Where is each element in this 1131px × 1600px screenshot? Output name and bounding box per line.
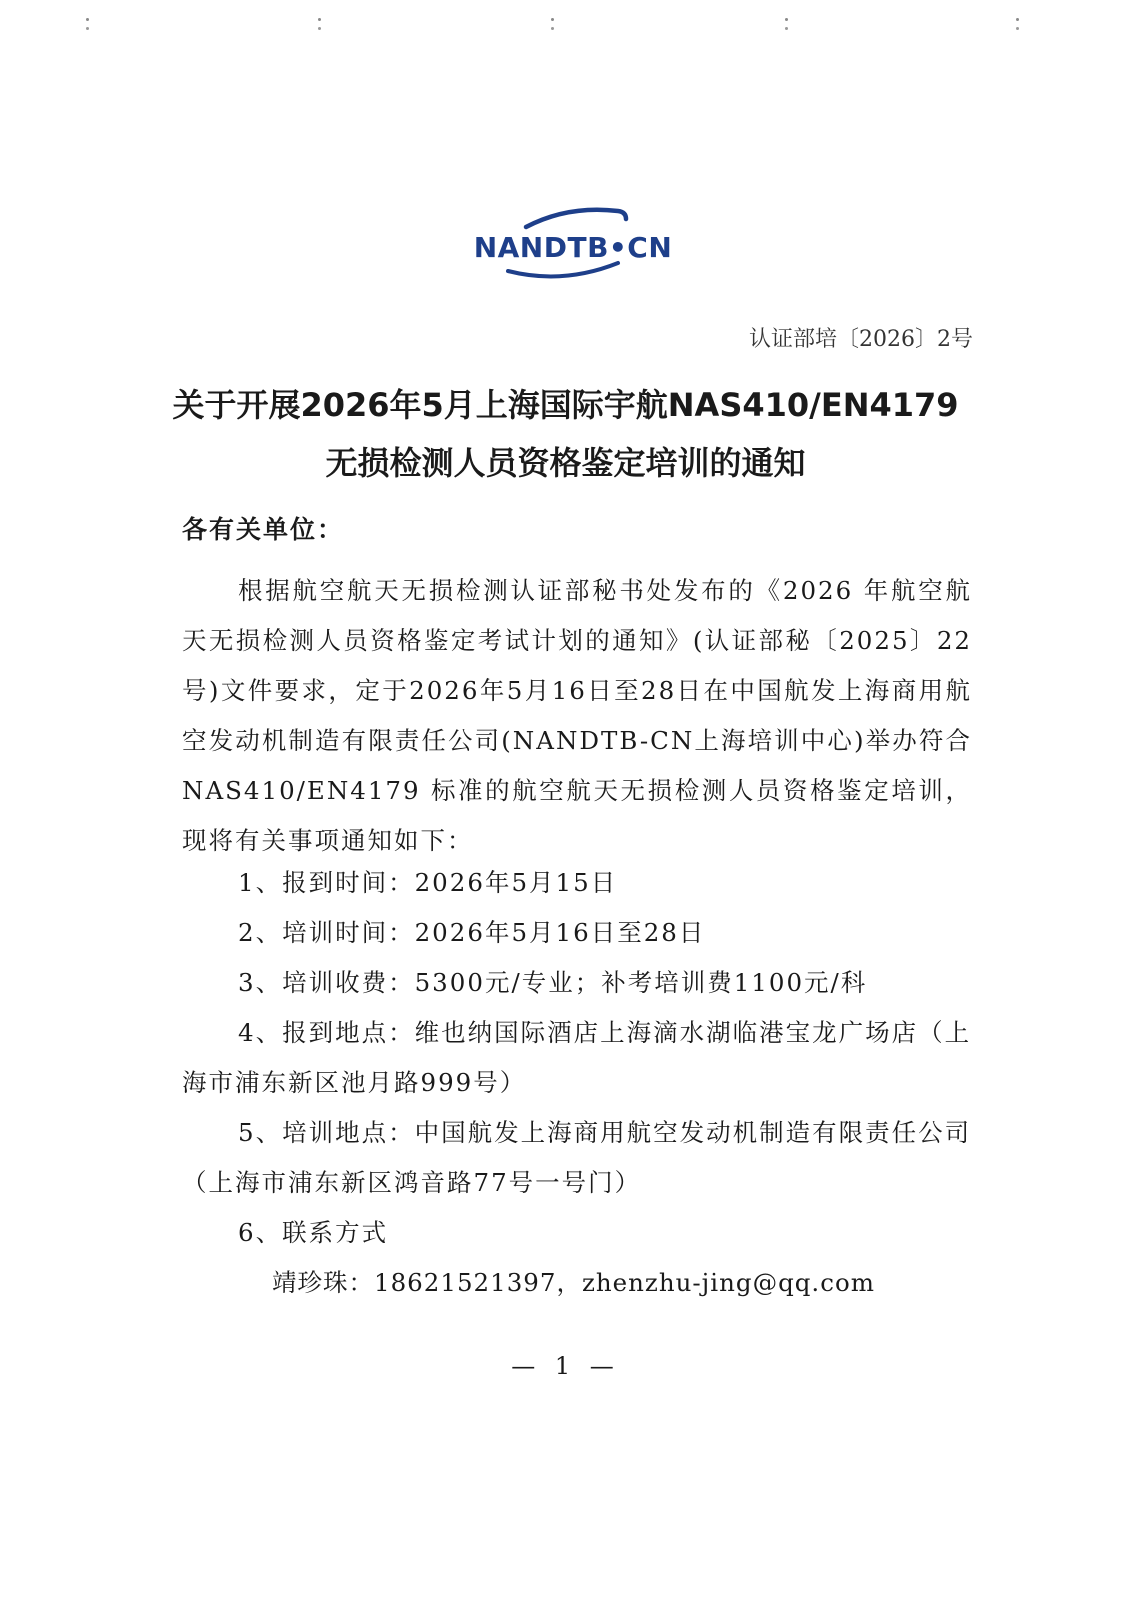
- binding-marks: [0, 18, 1131, 42]
- binding-mark: [785, 18, 788, 21]
- logo-text: NANDTB•CN: [473, 231, 673, 264]
- list-item: 4、报到地点：维也纳国际酒店上海滴水湖临港宝龙广场店（上海市浦东新区池月路999号）: [182, 1018, 972, 1097]
- list-item: 5、培训地点：中国航发上海商用航空发动机制造有限责任公司（上海市浦东新区鸿音路77号一号门）: [182, 1118, 972, 1197]
- salutation: 各有关单位：: [182, 515, 345, 544]
- binding-mark: [318, 18, 321, 21]
- binding-mark: [1016, 18, 1019, 21]
- notice-title-line-1: 关于开展2026年5月上海国际宇航NAS410/EN4179: [172, 386, 959, 424]
- list-item: 3、培训收费：5300元/专业；补考培训费1100元/科: [238, 968, 868, 997]
- binding-mark: [551, 18, 554, 21]
- body-paragraph: 根据航空航天无损检测认证部秘书处发布的《2026 年航空航天无损检测人员资格鉴定考试计划的通知》(认证部秘〔2025〕22号)文件要求，定于2026年5月16日至28日在中国航发上海商用航空发动机制造有限责任公司(NANDTB-CN上海培训中心)举办符合 NAS410/EN4179 标准的航空航天无损检测人员资格鉴定培训，现将有关事项通知如下：: [182, 576, 972, 855]
- contact-info: 靖珍珠：18621521397，zhenzhu-jing@qq.com: [272, 1268, 875, 1297]
- document-number: 认证部培〔2026〕2号: [749, 327, 973, 352]
- list-item: 1、报到时间：2026年5月15日: [238, 868, 618, 897]
- nandtb-logo: [468, 205, 678, 285]
- notice-title-line-2: 无损检测人员资格鉴定培训的通知: [325, 444, 806, 482]
- binding-mark: [86, 18, 89, 21]
- list-item: 2、培训时间：2026年5月16日至28日: [238, 918, 706, 947]
- page-number: — 1 —: [511, 1352, 620, 1380]
- list-item: 6、联系方式: [238, 1218, 389, 1247]
